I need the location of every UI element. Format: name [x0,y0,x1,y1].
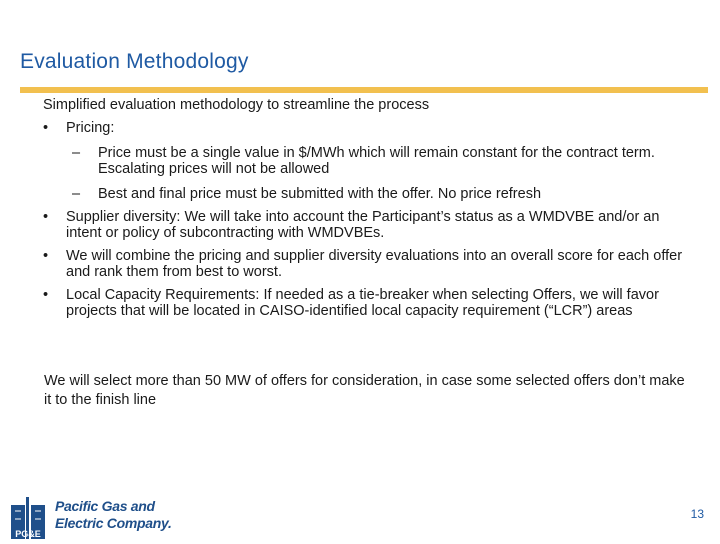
bullet-text: Supplier diversity: We will take into account the Participant’s status as a WMDVBE and/or an intent or policy of subcontracting with WMDVBEs. [66,209,660,241]
subbullet-text: Price must be a single value in $/MWh which will remain constant for the contract term. Escalating prices will not be allowed [98,145,655,177]
slide-body [43,97,683,319]
company-name [55,498,172,532]
intro-text: Simplified evaluation methodology to streamline the process [43,97,430,113]
closing-statement: We will select more than 50 MW of offers for consideration, in case some selected offers don’t make it to the finish line [44,373,685,408]
company-name-line1: Pacific Gas and [55,498,155,514]
subbullet-text: Best and final price must be submitted with the offer. No price refresh [98,186,542,202]
bullet-text: Pricing: [66,120,115,136]
bullet-combined-score [43,248,683,280]
bullet-marker: • [43,287,49,303]
pge-logo [9,497,172,539]
pge-logo-mark-icon [9,497,49,539]
title-divider [20,87,708,93]
bullet-marker: • [43,248,49,264]
bullet-pricing [43,120,683,136]
bullet-marker: • [43,120,49,136]
subbullet-marker: – [72,186,81,202]
subbullet-marker: – [72,145,81,161]
bullet-supplier-diversity [43,209,683,241]
subbullet-price-constant [43,145,683,177]
subbullet-best-final-price [43,186,683,202]
bullet-marker: • [43,209,49,225]
logo-mark-text: PG&E [15,529,41,539]
slide-title: Evaluation Methodology [20,50,249,73]
page-number: 13 [690,507,704,521]
bullet-local-capacity [43,287,683,319]
bullet-text: We will combine the pricing and supplier diversity evaluations into an overall score for each offer and rank them from best to worst. [66,248,683,280]
company-name-line2: Electric Company. [55,515,172,531]
bullet-text: Local Capacity Requirements: If needed as a tie-breaker when selecting Offers, we will favor projects that will be located in CAISO-identified local capacity requirement (“LCR”) areas [66,287,659,319]
